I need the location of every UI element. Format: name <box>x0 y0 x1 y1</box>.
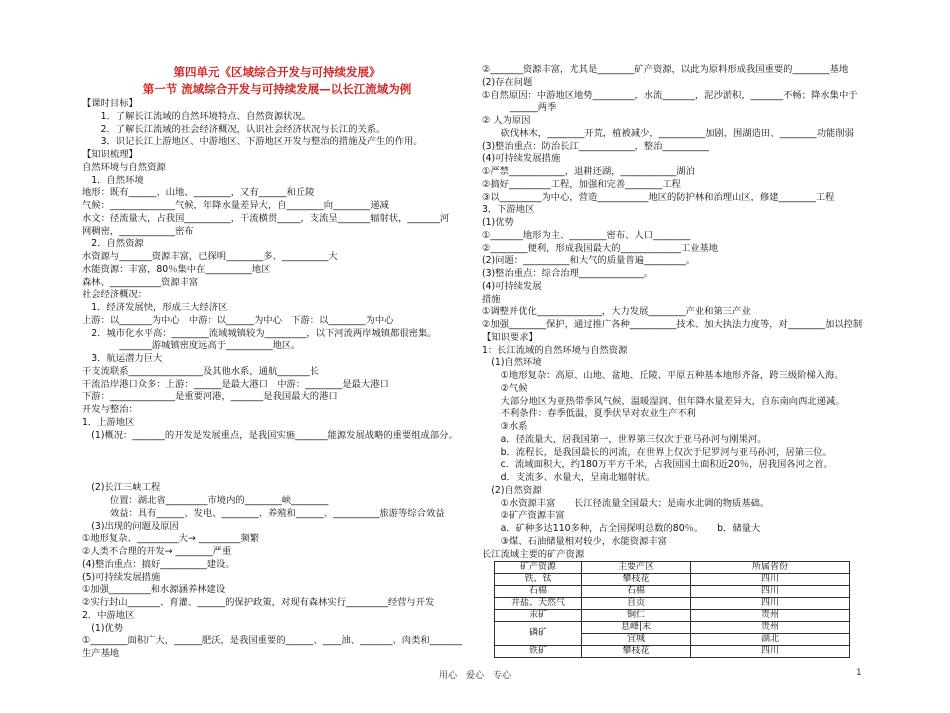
section-title: 第一节 流域综合开发与可持续发展—以长江流域为例 <box>142 82 412 96</box>
left-line: 2．中游地区 <box>82 609 135 621</box>
left-line: 生产基地 <box>82 648 120 659</box>
table-cell: 铁矿 <box>495 646 582 658</box>
left-line: (1)概况：_______的开发是发展重点，是我国实施_______能源发展战略的重要组成部分。 <box>82 429 458 441</box>
table-row <box>495 622 850 634</box>
right-line: (4)可持续发展 <box>482 280 542 292</box>
left-line: 1．自然环境 <box>82 174 144 186</box>
left-line: 干支流联系________________及其他水系，通航_______长 <box>82 365 320 377</box>
right-line: a．径流量大，居我国第一，世界第三仅次于亚马孙河与刚果河。 <box>482 433 767 445</box>
right-line: ③煤、石油储量相对较少，水能资源丰富 <box>482 535 667 547</box>
left-line: (2)长江三峡工程 <box>82 482 161 494</box>
right-line: 【知识要求】 <box>482 331 538 343</box>
table-cell: 井盐、天然气 <box>495 598 582 610</box>
table-cell: 磷矿 <box>495 622 582 646</box>
right-line: ①调整并优化______________，大力发展________产业和第三产业 <box>482 306 751 318</box>
left-line: 水文：径流量大，占我国__________，干流横贯_____，支流呈_______辐射状，_______河 <box>82 212 450 224</box>
right-line: (2)自然资源 <box>482 484 542 496</box>
left-line: 森林、___________资源丰富 <box>82 276 199 288</box>
left-line: 效益：具有______、发电、________、养殖和______、__________旅游等综合效益 <box>82 507 445 519</box>
right-line: ② 人为原因 <box>482 115 531 126</box>
table-cell: 石棉 <box>582 586 691 598</box>
right-line: ①水资源丰富 长江径流量全国最大；是南水北调的物质基础。 <box>482 497 770 509</box>
right-line: (2)问题：__________和大气的质量普遍_________。 <box>482 255 696 267</box>
left-text-lines <box>82 98 472 661</box>
table-row <box>495 574 850 586</box>
left-line: (3)出现的问题及原因 <box>82 520 179 532</box>
left-line: 开发与整治： <box>82 404 138 415</box>
left-line: 水能资源：丰富，80％集中在__________地区 <box>82 263 271 275</box>
left-line: 干流沿岸港口众多：上游：______是最大港口 中游：________是最大港口 <box>82 378 389 390</box>
left-line: 1．经济发展快，形成三大经济区 <box>82 302 228 313</box>
left-line: 3．航运潜力巨大 <box>82 353 163 364</box>
right-line: 长江流域主要的矿产资源 <box>482 548 585 560</box>
table-cell: 贵州 <box>691 622 850 634</box>
right-line: ③以_________为中心，营造___________地区的防护林和治理山区，修建________工程 <box>482 191 835 203</box>
table-row <box>495 598 850 610</box>
right-line: b．流程长，是我国最长的河流，在世界上仅次于尼罗河与亚马孙河，居第三位。 <box>482 446 832 458</box>
left-line <box>82 442 472 482</box>
left-line: 位置：湖北省_________市境内的________峡________ <box>82 495 329 506</box>
left-line: 1．上游地区 <box>82 416 135 428</box>
left-line: 下游：______________是重要河港，_______是我国最大的港口 <box>82 391 338 403</box>
right-column <box>482 64 872 658</box>
left-column <box>82 64 472 661</box>
right-line: ①_______地形为主、________密布、人口________ <box>482 229 691 241</box>
left-line: (4)整治重点：搞好__________建设。 <box>82 558 235 570</box>
right-line: 3．下游地区 <box>482 204 535 216</box>
table-row <box>495 610 850 622</box>
unit-title: 第四单元《区域综合开发与可持续发展》 <box>173 65 381 79</box>
table-header-cell: 所属省份 <box>691 562 850 574</box>
table-cell: 铁、钛 <box>495 574 582 586</box>
left-line: 3．识记长江上游地区、中游地区、下游地区开发与整治的措施及产生的作用。 <box>82 136 423 148</box>
right-line: (3)整治重点：综合治理______________。 <box>482 268 654 279</box>
table-cell: 攀枝花 <box>582 646 691 658</box>
right-line: ③水系 <box>482 421 528 432</box>
left-line: (1)优势 <box>82 622 124 634</box>
table-header-row <box>495 562 850 574</box>
table-cell: 四川 <box>691 574 850 586</box>
left-line: 上游：以_______为中心 中游：以______为中心 下游：以________为中心 <box>82 314 394 326</box>
left-line: 网稠密，____________密布 <box>82 225 194 237</box>
mineral-table <box>494 561 850 658</box>
right-line: ②搞好_________工程，加强和完善________工程 <box>482 178 681 190</box>
left-line: 自然环境与自然资源 <box>82 161 166 173</box>
left-line: 地形：既有______、山地、________，又有______和丘陵 <box>82 187 315 199</box>
right-line: 措施 <box>482 293 501 305</box>
table-cell: 自贡 <box>582 598 691 610</box>
left-line: 2．自然资源 <box>82 238 144 250</box>
table-cell: 湖北 <box>691 634 850 646</box>
right-line: ①自然原因：中游地区地势_________，水流_______，泥沙淤积，_______不畅；降水集中于 <box>482 89 858 101</box>
right-line: ②加强________保护，通过推广各种__________技术、加大执法力度等，对________加以控制 <box>482 319 863 330</box>
table-cell: 四川 <box>691 646 850 658</box>
left-line: 2．城市化水平高：________流域城镇较为_________，以下河流两岸城镇都很密集。 <box>82 327 437 339</box>
page-footer: 用心 爱心 专心 <box>438 671 511 681</box>
right-text-lines <box>482 64 872 561</box>
table-cell: 宜城 <box>582 634 691 646</box>
right-line: d．支流多、水量大，呈南北辐射状。 <box>482 472 656 483</box>
left-line: 【课时目标】 <box>82 98 138 109</box>
right-line: ②气候 <box>482 382 528 394</box>
right-line: ②矿产资源丰富 <box>482 510 565 522</box>
table-header-cell: 主要产区 <box>582 562 691 574</box>
page-number: 1 <box>856 668 862 678</box>
table-row <box>495 586 850 598</box>
right-line: ______两季 <box>482 102 557 114</box>
left-line: ②实行封山_______、育灌、______的保护政策，对现有森林实行_________经营与开发 <box>82 597 435 608</box>
left-line: _______游城镇密度远高于__________地区。 <box>82 340 301 352</box>
right-line: a．矿种多达110多种，占全国探明总数的80％。 b．储量大 <box>482 523 761 534</box>
left-line: ①地形复杂、_________大→ _________频繁 <box>82 533 260 545</box>
right-line: 不利条件：春季低温，夏季伏旱对农业生产不利 <box>482 408 696 420</box>
table-cell: 四川 <box>691 598 850 610</box>
right-line: (3)整治重点：防治长江____________，整治__________ <box>482 140 709 152</box>
left-line: (5)可持续发展措施 <box>82 571 161 583</box>
table-cell: 攀枝花 <box>582 574 691 586</box>
table-cell: 四川 <box>691 586 850 598</box>
left-line: ①加强_________和水源涵养林建设 <box>82 584 226 596</box>
right-line: 砍伐林木，________开荒，植被减少，__________加剧，围湖造田、________功能削弱 <box>482 127 854 139</box>
right-line: c．流域面积大，约180万平方千米，占我国国土面积近20％，居我国各河之首。 <box>482 459 833 471</box>
table-cell: 贵州 <box>691 610 850 622</box>
right-line: ①地形复杂：高原、山地、盆地、丘陵、平原五种基本地形齐备，跨三级阶梯入海。 <box>482 370 844 381</box>
table-header-cell: 矿产资源 <box>495 562 582 574</box>
right-line: ②_______资源丰富，尤其是________矿产资源，以此为原料形成我国重要的________基地 <box>482 64 849 75</box>
right-line: ②________便利，形成我国最大的_____________工业基地 <box>482 242 719 254</box>
right-line: (1)优势 <box>482 217 514 228</box>
right-line: ①严禁____________，退耕还湖，____________湖泊 <box>482 166 695 177</box>
right-line: (1)自然环境 <box>482 357 542 369</box>
left-line: 【知识梳理】 <box>82 149 138 160</box>
table-cell: 息峰|末 <box>582 622 691 634</box>
table-cell: 汞矿 <box>495 610 582 622</box>
table-cell: 石棉 <box>495 586 582 598</box>
right-line: 1：长江流域的自然环境与自然资源 <box>482 344 628 356</box>
left-line: 气候：______________气候，年降水量差异大，自________向________递减 <box>82 200 389 211</box>
left-line: 1．了解长江流域的自然环境特点、自然资源状况。 <box>82 110 312 122</box>
right-line: 大部分地区为亚热带季风气候，温暖湿润、但年降水量差异大，自东南向西北递减。 <box>482 395 845 407</box>
left-line: ②人类不合理的开发→ ________严重 <box>82 546 232 557</box>
left-line: 水资源与_______资源丰富，已探明________多、__________大 <box>82 251 338 262</box>
table-cell: 铜仁 <box>582 610 691 622</box>
left-line: ①________面积广大，______肥沃，是我国重要的______、____油、_______、肉类和_______ <box>82 635 463 647</box>
right-line: (2)存在问题 <box>482 76 533 88</box>
table-row <box>495 646 850 658</box>
mineral-table-body <box>495 574 850 658</box>
right-line: (4)可持续发展措施 <box>482 153 561 165</box>
left-line: 2．了解长江流域的社会经济概况，认识社会经济状况与长江的关系。 <box>82 123 386 135</box>
left-line: 社会经济概况： <box>82 289 148 301</box>
